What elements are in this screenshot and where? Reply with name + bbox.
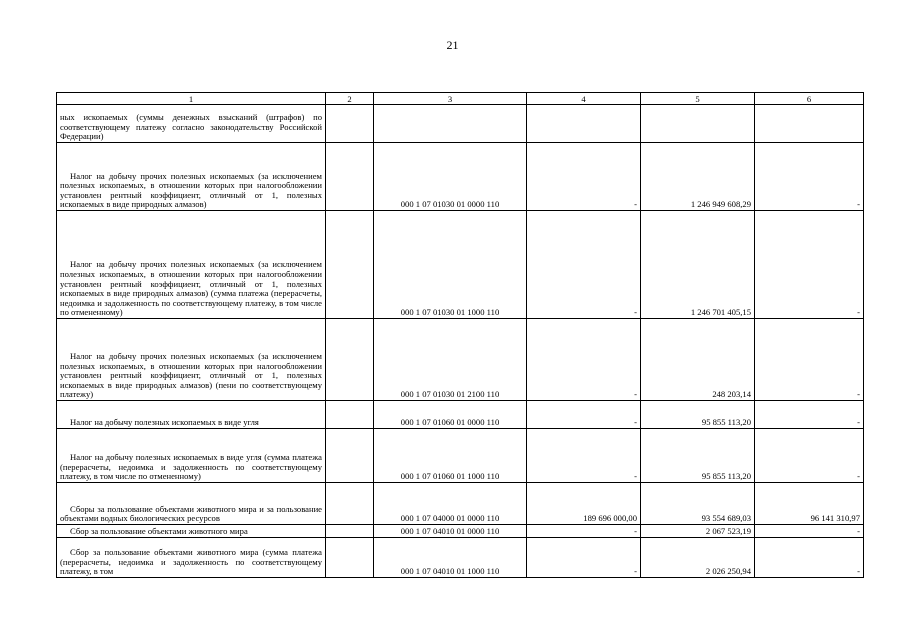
row-col6 — [755, 105, 864, 143]
row-col6: - — [755, 143, 864, 211]
row-code: 000 1 07 01030 01 1000 110 — [374, 211, 527, 319]
row-name: Налог на добычу полезных ископаемых в виде угля (сумма платежа (перерасчеты, недоимка и задолженность по соответствующему платежу, в том числе по отмененному) — [57, 429, 326, 483]
row-col4: - — [527, 401, 641, 429]
row-col5: 2 026 250,94 — [641, 538, 755, 578]
row-col2 — [326, 483, 374, 525]
row-col4: - — [527, 211, 641, 319]
row-col5: 95 855 113,20 — [641, 429, 755, 483]
row-name: Сбор за пользование объектами животного мира — [57, 525, 326, 538]
row-col6: - — [755, 401, 864, 429]
table-row — [57, 319, 864, 401]
row-col6: 96 141 310,97 — [755, 483, 864, 525]
table-row — [57, 143, 864, 211]
row-col2 — [326, 525, 374, 538]
row-name: Сборы за пользование объектами животного мира и за пользование объектами водных биологических ресурсов — [57, 483, 326, 525]
row-col4: - — [527, 319, 641, 401]
row-col4: - — [527, 525, 641, 538]
row-col2 — [326, 401, 374, 429]
row-col4: 189 696 000,00 — [527, 483, 641, 525]
table-row — [57, 401, 864, 429]
row-name: Сбор за пользование объектами животного мира (сумма платежа (перерасчеты, недоимка и задолженность по соответствующему платежу, в том — [57, 538, 326, 578]
table-row — [57, 429, 864, 483]
column-header: 5 — [641, 93, 755, 105]
table-row — [57, 483, 864, 525]
column-header: 4 — [527, 93, 641, 105]
row-col5: 248 203,14 — [641, 319, 755, 401]
row-name: Налог на добычу прочих полезных ископаемых (за исключением полезных ископаемых, в отношении которых при налогообложении установлен рентный коэффициент, отличный от 1, полезных ископаемых в виде природных алмазов) (сумма платежа (перерасчеты, недоимка и задолженность по соответствующему платежу, в том числе по отмененному) — [57, 211, 326, 319]
row-col6: - — [755, 525, 864, 538]
row-col5 — [641, 105, 755, 143]
row-code: 000 1 07 01030 01 0000 110 — [374, 143, 527, 211]
row-col4: - — [527, 143, 641, 211]
row-col2 — [326, 143, 374, 211]
row-col6: - — [755, 538, 864, 578]
table-row — [57, 538, 864, 578]
row-name: Налог на добычу прочих полезных ископаемых (за исключением полезных ископаемых, в отношении которых при налогообложении установлен рентный коэффициент, отличный от 1, полезных ископаемых в виде природных алмазов) — [57, 143, 326, 211]
row-col5: 2 067 523,19 — [641, 525, 755, 538]
row-col5: 1 246 701 405,15 — [641, 211, 755, 319]
row-name: Налог на добычу прочих полезных ископаемых (за исключением полезных ископаемых, в отношении которых при налогообложении установлен рентный коэффициент, отличный от 1, полезных ископаемых в виде природных алмазов) (пени по соответствующему платежу) — [57, 319, 326, 401]
row-col6: - — [755, 211, 864, 319]
row-col5: 93 554 689,03 — [641, 483, 755, 525]
row-col2 — [326, 538, 374, 578]
row-code: 000 1 07 01030 01 2100 110 — [374, 319, 527, 401]
row-col6: - — [755, 319, 864, 401]
row-code: 000 1 07 01060 01 0000 110 — [374, 401, 527, 429]
row-col6: - — [755, 429, 864, 483]
column-header: 6 — [755, 93, 864, 105]
row-col4: - — [527, 429, 641, 483]
row-col2 — [326, 319, 374, 401]
row-name: ных ископаемых (суммы денежных взысканий (штрафов) по соответствующему платежу согласно законодательству Российской Федерации) — [57, 105, 326, 143]
row-col5: 95 855 113,20 — [641, 401, 755, 429]
row-col4 — [527, 105, 641, 143]
row-col2 — [326, 211, 374, 319]
table-row — [57, 211, 864, 319]
row-code — [374, 105, 527, 143]
row-code: 000 1 07 01060 01 1000 110 — [374, 429, 527, 483]
page-number: 21 — [446, 38, 459, 52]
header-row — [57, 93, 864, 105]
row-col2 — [326, 105, 374, 143]
column-header: 2 — [326, 93, 374, 105]
row-col5: 1 246 949 608,29 — [641, 143, 755, 211]
row-col4: - — [527, 538, 641, 578]
row-name: Налог на добычу полезных ископаемых в виде угля — [57, 401, 326, 429]
column-header: 3 — [374, 93, 527, 105]
table-row — [57, 105, 864, 143]
budget-table — [56, 92, 864, 578]
column-header: 1 — [57, 93, 326, 105]
row-col2 — [326, 429, 374, 483]
table-row — [57, 525, 864, 538]
row-code: 000 1 07 04010 01 0000 110 — [374, 525, 527, 538]
row-code: 000 1 07 04010 01 1000 110 — [374, 538, 527, 578]
row-code: 000 1 07 04000 01 0000 110 — [374, 483, 527, 525]
